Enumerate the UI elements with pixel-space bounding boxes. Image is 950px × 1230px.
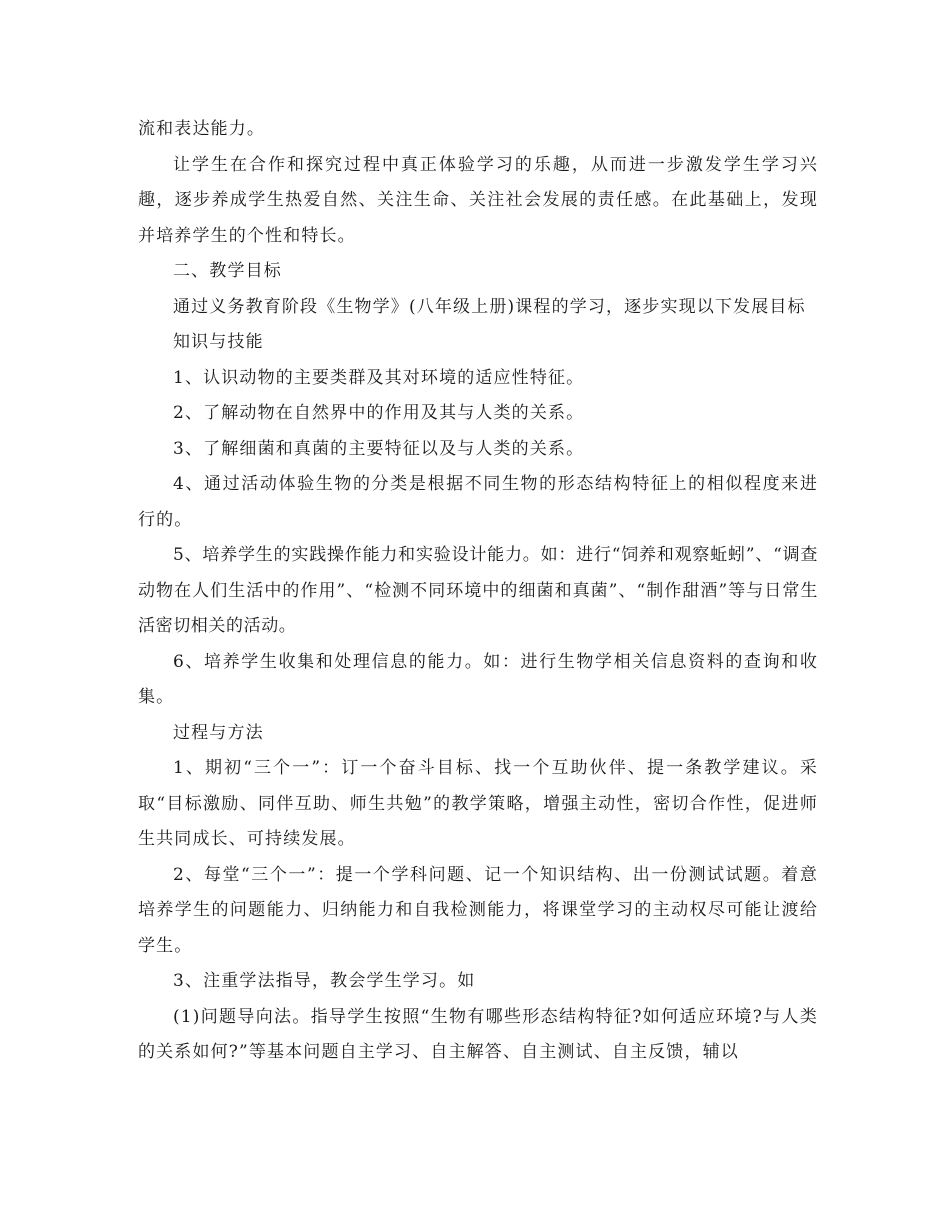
section-heading: 二、教学目标 (173, 261, 282, 281)
paragraph: 让学生在合作和探究过程中真正体验学习的乐趣，从而进一步激发学生学习兴趣，逐步养成学生热爱自然、关注生命、关注社会发展的责任感。在此基础上，发现并培养学生的个性和特长。 (138, 154, 818, 246)
list-item: 1、认识动物的主要类群及其对环境的适应性特征。 (173, 367, 585, 388)
list-item: 1、期初“三个一”：订一个奋斗目标、找一个互助伙伴、提一条教学建议。采取“目标激励、同伴互助、师生共勉”的教学策略，增强主动性，密切合作性，促进师生共同成长、可持续发展。 (138, 758, 818, 849)
list-item: 3、注重学法指导，教会学生学习。如 (173, 971, 476, 991)
list-item: 4、通过活动体验生物的分类是根据不同生物的形态结构特征上的相似程度来进行的。 (138, 474, 818, 530)
subsection-heading: 过程与方法 (173, 722, 264, 743)
paragraph: 通过义务教育阶段《生物学》(八年级上册)课程的学习，逐步实现以下发展目标 (173, 296, 806, 317)
document-body (138, 112, 818, 1071)
list-item: 6、培养学生收集和处理信息的能力。如：进行生物学相关信息资料的查询和收集。 (138, 651, 818, 707)
list-item: 2、了解动物在自然界中的作用及其与人类的关系。 (173, 403, 585, 423)
list-item: 2、每堂“三个一”：提一个学科问题、记一个知识结构、出一份测试试题。着意培养学生的问题能力、归纳能力和自我检测能力，将课堂学习的主动权尽可能让渡给学生。 (138, 864, 818, 956)
list-item: 3、了解细菌和真菌的主要特征以及与人类的关系。 (173, 438, 585, 459)
subsection-heading: 知识与技能 (173, 332, 264, 352)
list-item: 5、培养学生的实践操作能力和实验设计能力。如：进行“饲养和观察蚯蚓”、“调查动物在人们生活中的作用”、“检测不同环境中的细菌和真菌”、“制作甜酒”等与日常生活密切相关的活动。 (138, 545, 818, 636)
paragraph: 流和表达能力。 (138, 119, 266, 139)
list-item: (1)问题导向法。指导学生按照“生物有哪些形态结构特征?如何适应环境?与人类的关系如何?”等基本问题自主学习、自主解答、自主测试、自主反馈，辅以 (138, 1006, 818, 1062)
